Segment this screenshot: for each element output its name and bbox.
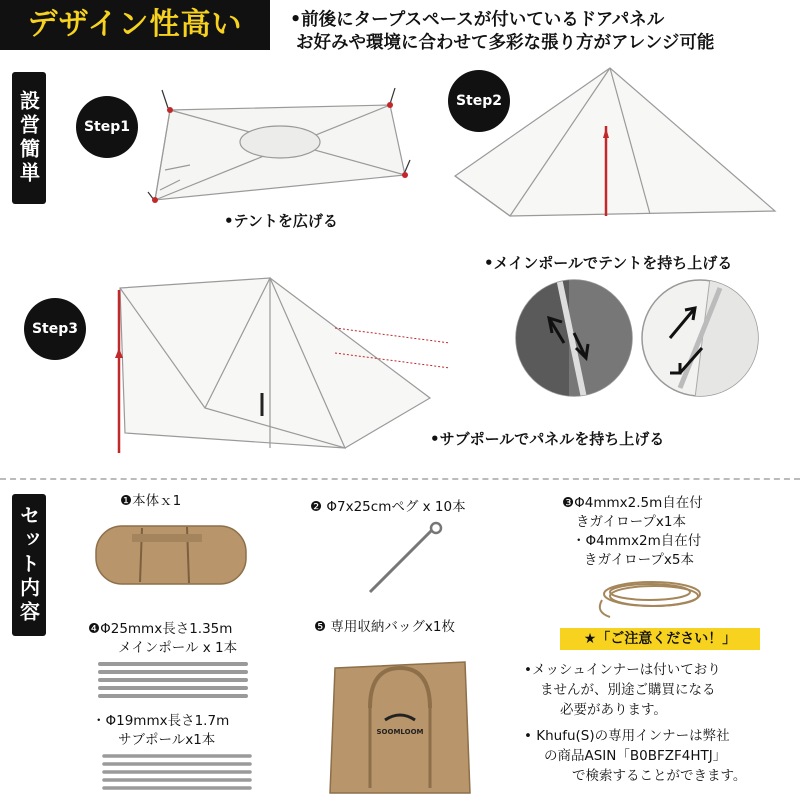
step1-illustration [140,80,420,220]
set-contents-side-label: セット内容 [12,494,46,636]
note-2-line-1 [524,726,794,746]
item-2-label: ❷ Φ7x25cmペグ x 10本 [310,499,466,515]
note-2-text-1: Khufu(S)の専用インナーは弊社 [536,728,730,744]
item-6-line-2: サブポールx1本 [118,732,216,748]
note-2-bullet: • [524,728,532,744]
item-3-label [562,494,703,570]
item-3-line-3: ・Φ4mmx2m自在付 [572,533,702,549]
item-3-line-1: ❸Φ4mmx2.5m自在付 [562,495,703,511]
note-2-line-2: の商品ASIN「B0BFZF4HTJ」 [544,748,727,764]
note-1-line-3: 必要があります。 [560,702,667,718]
item-6-line-1: ・Φ19mmx長さ1.7m [92,713,230,729]
step3-illustration [95,258,475,458]
item-4-line-1: ❹Φ25mmx長さ1.35m [88,621,233,637]
step2-illustration [450,66,780,236]
note-1-text-1: メッシュインナーは付いており [531,662,721,678]
header-line-1: •前後にタープスペースが付いているドアパネル [290,10,665,30]
item-1-label: ❶本体ｘ1 [120,493,182,509]
warning-title: ★「ご注意ください！」 [560,628,760,650]
note-2 [524,726,794,786]
pole-detail-circle-right [640,278,760,398]
guy-rope-image [590,572,720,622]
note-2-line-3: で検索することができます。 [572,768,747,784]
step3-badge: Step3 [24,298,86,360]
note-1-line-1 [524,660,794,680]
section-divider [0,478,800,480]
step3-caption: •サブポールでパネルを持ち上げる [430,430,665,448]
note-1-bullet: • [524,662,532,678]
storage-bag-image [325,648,475,796]
item-4-line-2: メインポール x 1本 [118,640,238,656]
item-6-label [92,712,229,750]
header-badge: デザイン性高い [0,0,270,50]
step2-caption: •メインポールでテントを持ち上げる [484,254,733,272]
bag-brand-text: SOOMLOOM [376,728,424,736]
step1-caption: •テントを広げる [224,212,338,230]
step2-badge: Step2 [448,70,510,132]
setup-side-label: 設営簡単 [12,72,46,204]
main-pole-image [96,660,256,702]
sub-pole-image [100,752,260,792]
step1-badge: Step1 [76,96,138,158]
note-1 [524,660,794,720]
pole-detail-circle-left [514,278,634,398]
tent-bag-image [92,520,252,590]
item-4-label [88,620,237,658]
header-line-2: お好みや環境に合わせて多彩な張り方がアレンジ可能 [296,33,715,53]
item-5-label: ❺ 専用収納バッグx1枚 [314,619,455,635]
peg-image [360,520,450,600]
note-1-line-2: ませんが、別途ご購買になる [540,682,716,698]
item-3-line-2: きガイロープx1本 [576,514,686,530]
item-3-line-4: きガイロープx5本 [584,552,694,568]
